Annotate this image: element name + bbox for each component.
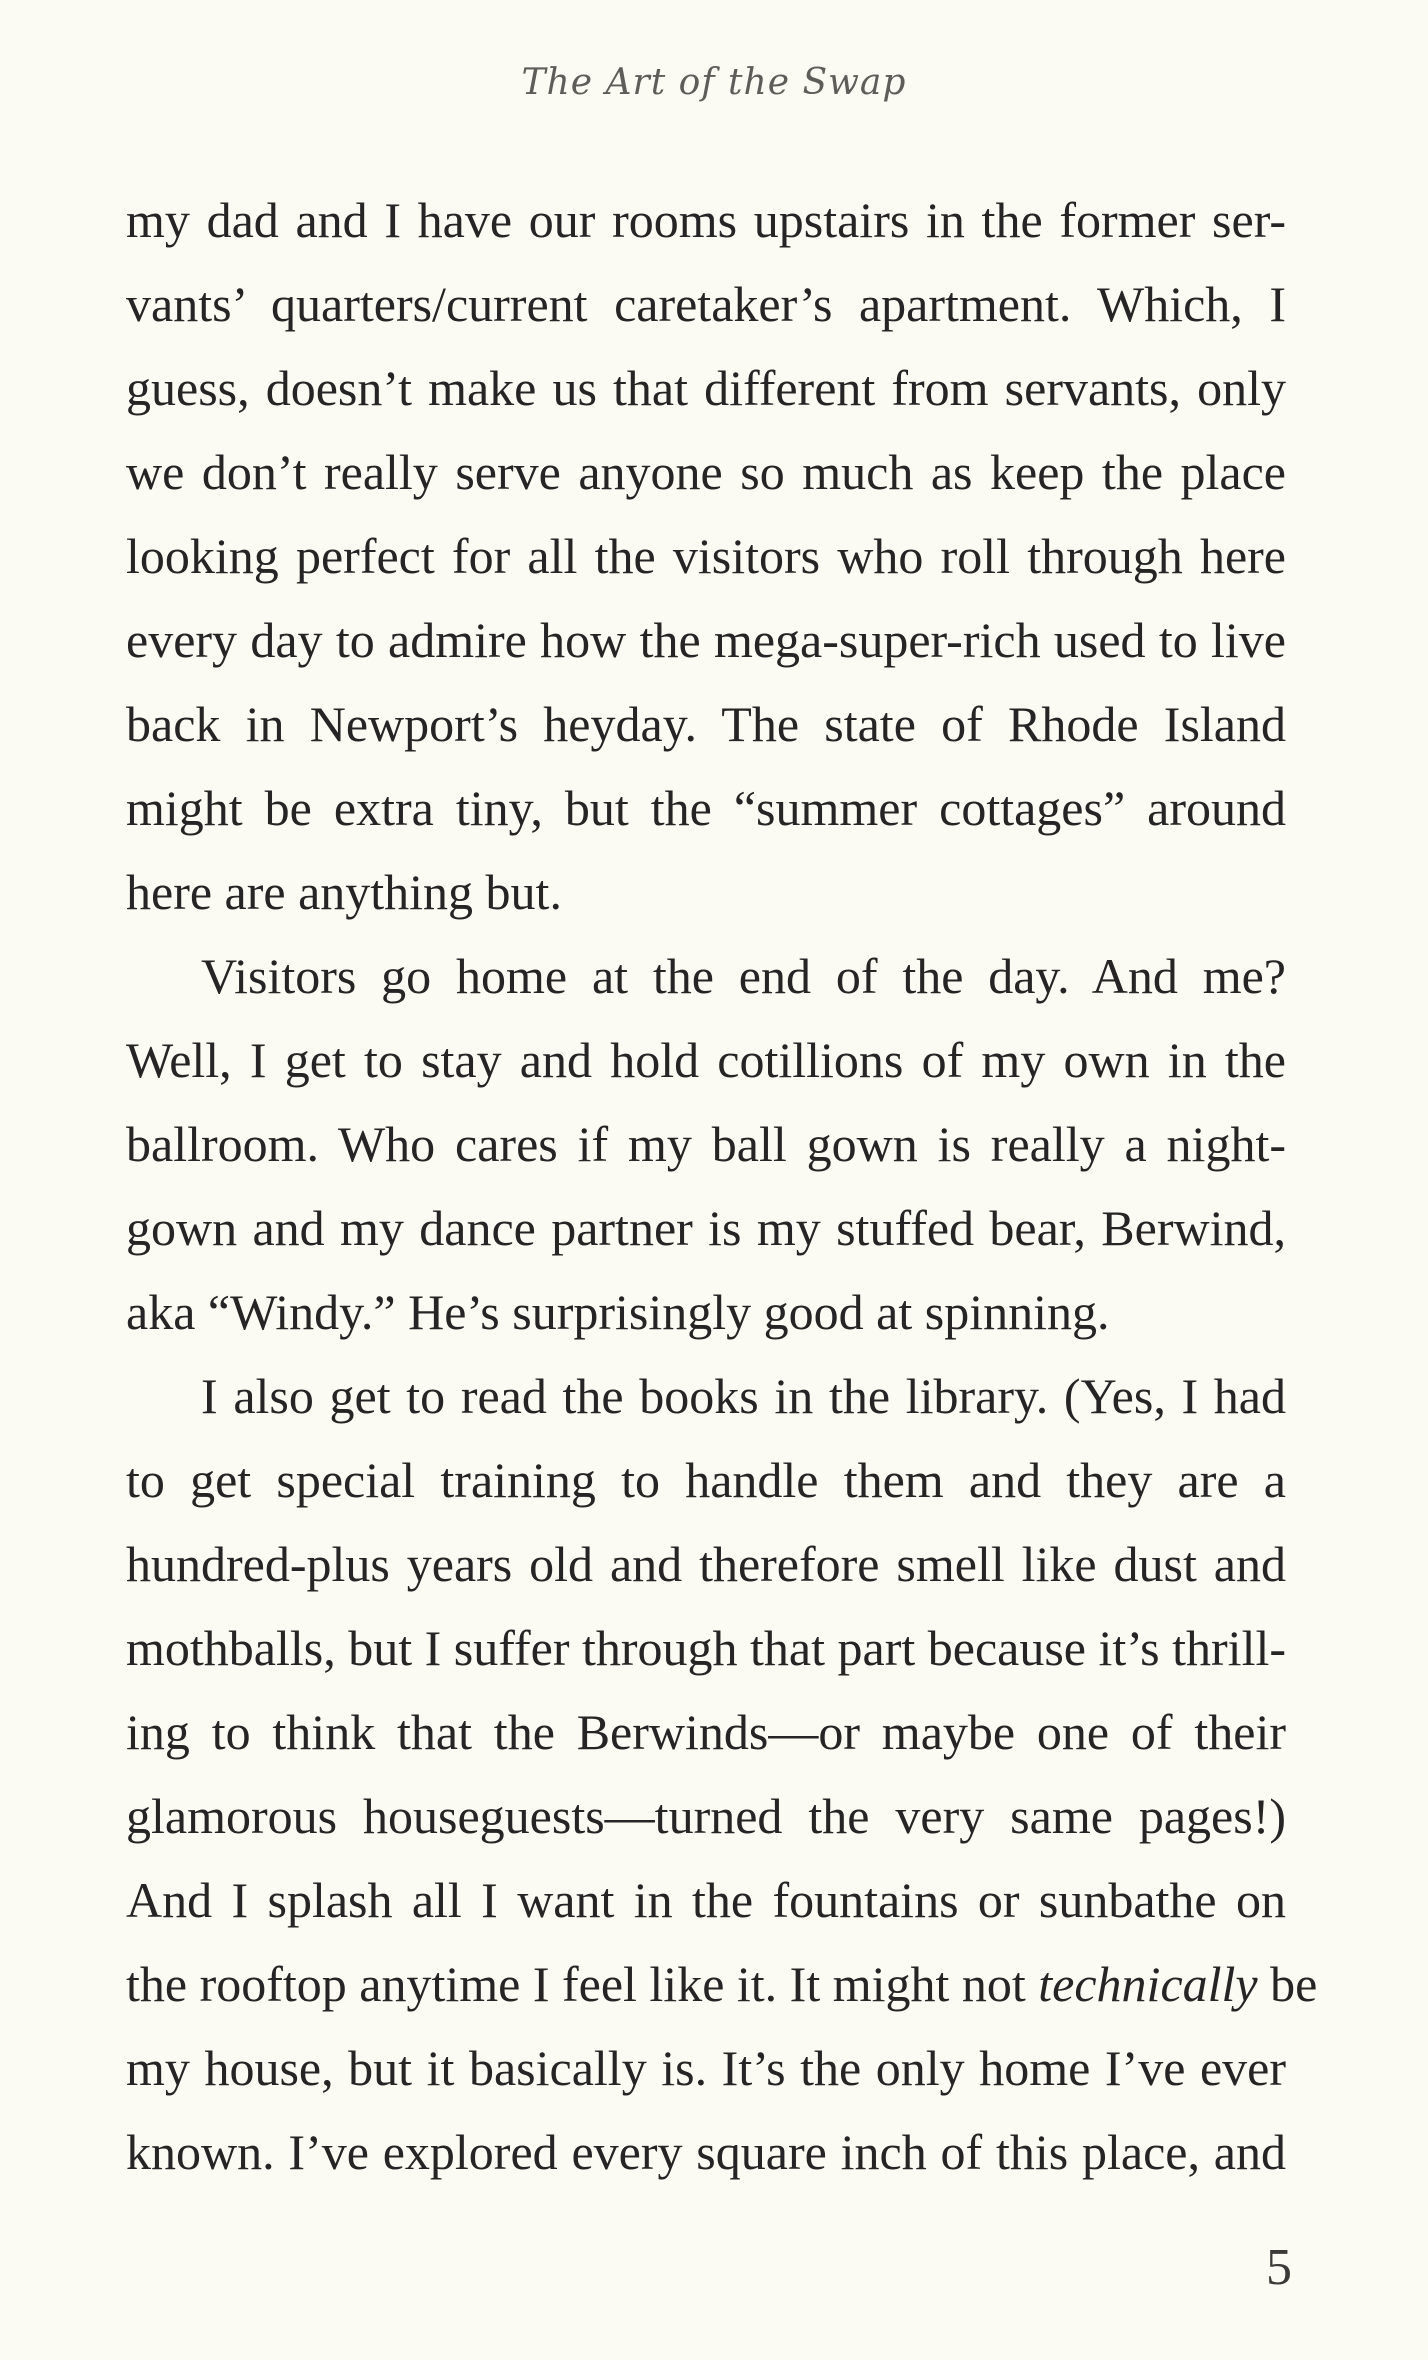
text-line: here are anything but.	[126, 864, 562, 920]
paragraph	[126, 1354, 1318, 2194]
text-line: my house, but it basically is. It’s the only home I’ve ever	[126, 2040, 1286, 2096]
text-line: to get special training to handle them and they are a	[126, 1452, 1286, 1508]
text-line: back in Newport’s heyday. The state of Rhode Island	[126, 696, 1286, 752]
emphasis: technically	[1038, 1956, 1258, 2012]
text-line: I also get to read the books in the library. (Yes, I had	[201, 1368, 1286, 1424]
text-line: the rooftop anytime I feel like it. It might not technically be	[126, 1956, 1318, 2012]
text-line: every day to admire how the mega-super-rich used to live	[126, 612, 1286, 668]
paragraph	[126, 178, 1286, 934]
body-text	[126, 178, 1318, 2194]
text-line: Well, I get to stay and hold cotillions of my own in the	[126, 1032, 1286, 1088]
text-line: looking perfect for all the visitors who roll through here	[126, 528, 1286, 584]
text-line: mothballs, but I suffer through that part because it’s thrill-	[126, 1620, 1286, 1676]
text-line: glamorous houseguests—turned the very same pages!)	[126, 1788, 1286, 1844]
text-line: ing to think that the Berwinds—or maybe one of their	[126, 1704, 1286, 1760]
text-line: Visitors go home at the end of the day. And me?	[201, 948, 1286, 1004]
running-head: The Art of the Swap	[521, 62, 907, 103]
text-line: vants’ quarters/current caretaker’s apartment. Which, I	[126, 276, 1286, 332]
text-line: hundred-plus years old and therefore smell like dust and	[126, 1536, 1286, 1592]
text-line: we don’t really serve anyone so much as keep the place	[126, 444, 1286, 500]
text-line: my dad and I have our rooms upstairs in the former ser-	[126, 192, 1286, 248]
text-line: known. I’ve explored every square inch of this place, and	[126, 2124, 1286, 2180]
paragraph	[126, 934, 1286, 1354]
text-line: might be extra tiny, but the “summer cottages” around	[126, 780, 1286, 836]
text-line: And I splash all I want in the fountains or sunbathe on	[126, 1872, 1286, 1928]
text-line: aka “Windy.” He’s surprisingly good at spinning.	[126, 1284, 1110, 1340]
page-number: 5	[1266, 2239, 1292, 2296]
text-line: guess, doesn’t make us that different from servants, only	[126, 360, 1286, 416]
text-line: gown and my dance partner is my stuffed bear, Berwind,	[126, 1200, 1286, 1256]
text-line: ballroom. Who cares if my ball gown is really a night-	[126, 1116, 1286, 1172]
